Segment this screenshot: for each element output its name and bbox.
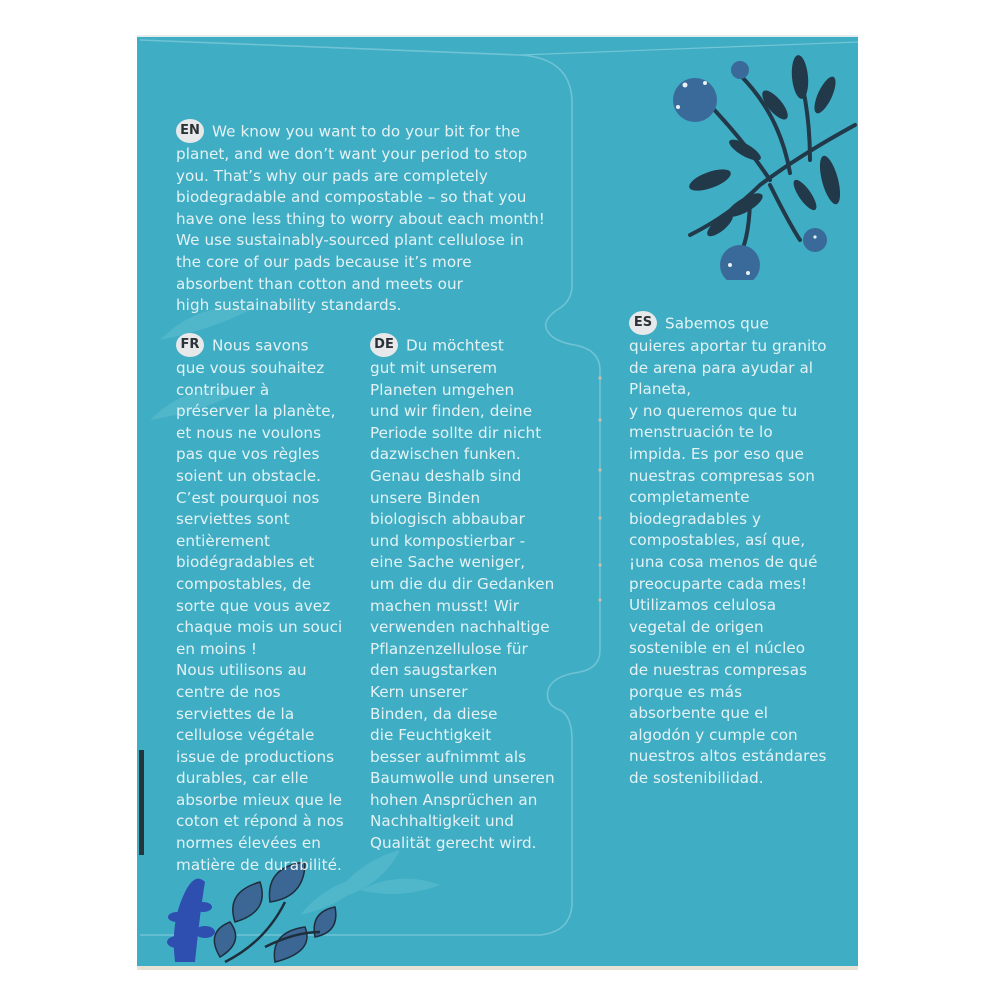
section-fr: FR Nous savons que vous souhaitez contribuer à préserver la planète, et nous ne voulons pas que vos règles soient un obstacle. C’est pourquoi nos serviettes sont entièrement biodégradables et compostables, de sorte que vous avez chaque mois un souci en moins ! Nous utilisons au centre de nos serviettes de la cellulose végétale issue de productions durables, car elle absorbe mieux que le coton et répond à nos normes élevées en matière de durabilité. bbox=[176, 334, 344, 876]
language-badge-es: ES bbox=[629, 311, 657, 335]
section-es: ES Sabemos que quieres aportar tu granito de arena para ayudar al Planeta, y no queremos que tu menstruación te lo impida. Es por eso que nuestras compresas son completamente biodegradables y compostables, así que, ¡una cosa menos de qué preocuparte cada mes! Utilizamos celulosa vegetal de origen sostenible en el núcleo de nuestras compresas porque es más absorbente que el algodón y cumple con nuestros altos estándares de sostenibilidad. bbox=[629, 312, 827, 789]
language-badge-de: DE bbox=[370, 333, 398, 357]
leaves-icon bbox=[165, 862, 345, 967]
flower-branch-icon bbox=[650, 55, 860, 280]
language-badge-fr: FR bbox=[176, 333, 204, 357]
section-de: DE Du möchtest gut mit unserem Planeten umgehen und wir finden, deine Periode sollte dir nicht dazwischen funken. Genau deshalb sind unsere Binden biologisch abbaubar und kompostierbar - eine Sache weniger, um die du dir Gedanken machen musst! Wir verwenden nachhaltige Pflanzenzellulose für den saugstarken Kern unserer Binden, da diese die Feuchtigkeit besser aufnimmt als Baumwolle und unseren hohen Ansprüchen an Nachhaltigkeit und Qualität gerecht wird. bbox=[370, 334, 555, 855]
language-badge-en: EN bbox=[176, 119, 204, 143]
section-en: EN We know you want to do your bit for the planet, and we don’t want your period to stop you. That’s why our pads are completely biodegradable and compostable – so that you have one less thing to worry about each month! We use sustainably-sourced plant cellulose in the core of our pads because it’s more absorbent than cotton and meets our high sustainability standards. bbox=[176, 120, 545, 317]
